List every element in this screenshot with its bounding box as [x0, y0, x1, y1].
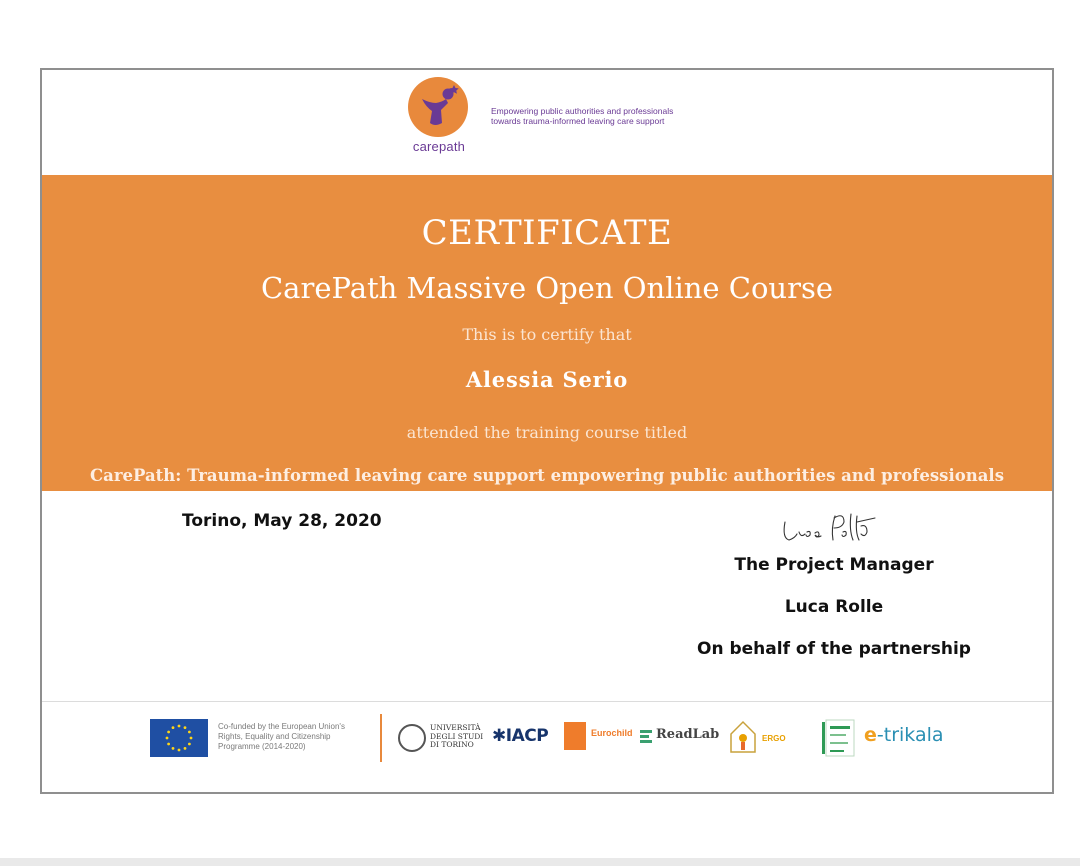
- tagline-line-2: towards trauma-informed leaving care support: [491, 116, 665, 126]
- unito-line-3: DI TORINO: [430, 740, 474, 749]
- ergo-logo-text: ERGO: [762, 734, 786, 743]
- recipient-name: Alessia Serio: [465, 367, 629, 392]
- footer-separator: [380, 714, 382, 762]
- ergo-house-icon: [729, 718, 757, 754]
- iacp-logo: ✱IACP: [492, 726, 549, 746]
- eu-text-line-2: Rights, Equality and Citizenship: [218, 732, 331, 741]
- course-title: CarePath: Trauma-informed leaving care support empowering public authorities and professionals: [90, 466, 1004, 485]
- etrikala-logo: [864, 724, 944, 746]
- ecokom-logo-icon: [820, 718, 856, 758]
- attended-text: attended the training course titled: [406, 423, 688, 442]
- certificate-header: [42, 70, 1052, 175]
- date-location: Torino, May 28, 2020: [182, 511, 382, 531]
- certify-text: This is to certify that: [462, 325, 632, 344]
- etrikala-text: -trikala: [876, 724, 944, 746]
- logo-wordmark: carepath: [412, 139, 466, 154]
- unito-line-2: DEGLI STUDI: [430, 731, 484, 741]
- certificate: [40, 68, 1054, 794]
- eurochild-logo-icon: [564, 722, 586, 750]
- bottom-strip: [0, 858, 1080, 866]
- signer-role: The Project Manager: [734, 555, 934, 575]
- partner-logos: [42, 702, 1052, 794]
- eu-flag-icon: [150, 719, 208, 757]
- carepath-logo-icon: [408, 77, 468, 137]
- readlab-logo-text: ReadLab: [656, 727, 720, 742]
- certificate-title: CERTIFICATE: [421, 213, 673, 253]
- certificate-band: [42, 175, 1052, 491]
- eurochild-logo-text: Eurochild: [591, 728, 633, 738]
- on-behalf-text: On behalf of the partnership: [697, 639, 971, 659]
- tagline-line-1: Empowering public authorities and professionals: [491, 106, 674, 116]
- signature-image: [777, 508, 897, 548]
- unito-line-1: UNIVERSITÀ: [430, 723, 481, 732]
- eu-text-line-1: Co-funded by the European Union's: [218, 722, 345, 731]
- eu-funding-text: [218, 722, 368, 752]
- unito-logo-text: [430, 724, 483, 750]
- unito-seal-icon: [398, 724, 426, 752]
- tagline: [491, 106, 673, 126]
- readlab-logo-icon: [640, 730, 652, 744]
- eu-text-line-3: Programme (2014-2020): [218, 742, 306, 751]
- iacp-text: IACP: [505, 726, 549, 746]
- etrikala-e: e: [864, 724, 877, 746]
- signer-name: Luca Rolle: [784, 597, 884, 617]
- course-name: CarePath Massive Open Online Course: [260, 271, 834, 305]
